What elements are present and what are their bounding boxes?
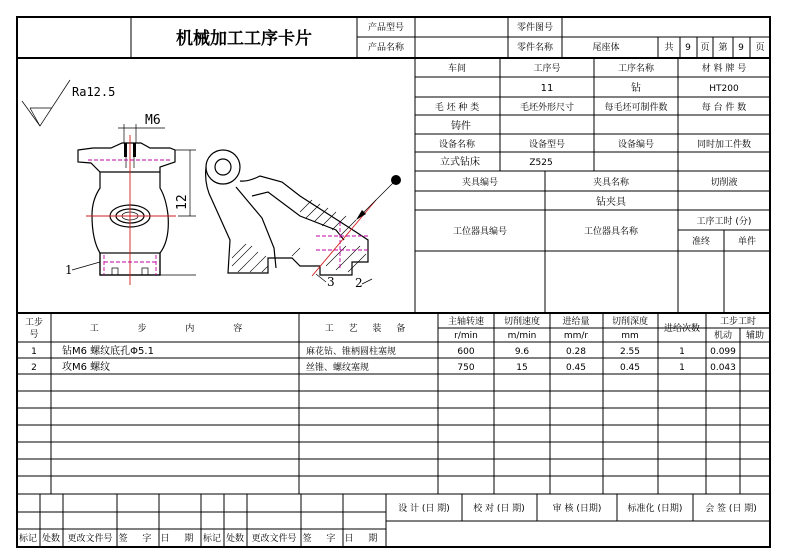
step-no-header-2: 号 [29, 330, 39, 340]
coolant-label: 切削液 [710, 178, 738, 188]
step-2-feed: 0.45 [565, 363, 587, 373]
op-no-label: 工序号 [533, 64, 561, 74]
depth-label: 12 [175, 194, 190, 210]
aux-time-header: 辅助 [745, 331, 765, 341]
blank-size-label: 毛坯外形尺寸 [519, 103, 575, 113]
product-model-label: 产品型号 [367, 23, 405, 33]
step-time-header: 工步工时 [719, 317, 757, 327]
blank-type-label: 毛 坯 种 类 [434, 103, 480, 113]
countersign-label: 会 签 (日 期) [705, 504, 757, 514]
unit-label: 单件 [737, 237, 757, 247]
fixture-no-label: 夹具编号 [461, 178, 499, 188]
thread-label: M6 [145, 113, 161, 128]
part-name-label: 零件名称 [516, 43, 554, 53]
material-label: 材 料 牌 号 [701, 64, 747, 74]
station-tool-no-label: 工位器具编号 [452, 227, 508, 237]
fixture-name-label: 夹具名称 [592, 178, 630, 188]
step-content-header: 工 步 内 容 [89, 324, 261, 334]
op-name-value: 钻 [631, 83, 641, 94]
step-1-speed: 600 [457, 347, 475, 357]
mark-label-2: 标记 [202, 534, 222, 544]
review-label: 审 核 (日期) [552, 504, 602, 514]
per-unit-label: 每 台 件 数 [701, 103, 747, 113]
table-row [31, 360, 736, 373]
standard-label: 标准化 (日期) [627, 504, 683, 514]
date-label-1: 日 期 [160, 534, 200, 544]
page-no: 9 [738, 43, 744, 53]
cut-depth-header: 切削深度 [611, 317, 649, 327]
check-label: 校 对 (日 期) [473, 504, 525, 514]
label-3: 3 [327, 275, 335, 289]
prep-label: 准终 [691, 237, 711, 247]
side-view [206, 150, 401, 290]
pages-unit-1: 页 [700, 43, 710, 53]
feed-unit: mm/r [563, 331, 589, 341]
step-2-content: 攻M6 螺纹 [62, 362, 111, 373]
step-2-speed: 750 [457, 363, 475, 373]
material-value: HT200 [709, 84, 739, 94]
part-name-value: 尾座体 [592, 43, 620, 53]
date-label-2: 日 期 [344, 534, 384, 544]
equipment-model-value: Z525 [529, 158, 553, 168]
sign-label-1: 签 字 [118, 534, 158, 544]
op-time-label: 工序工时 (分) [696, 217, 752, 227]
spindle-unit: r/min [454, 331, 478, 341]
front-view [65, 113, 196, 285]
op-no-value: 11 [540, 83, 554, 94]
total-pages: 9 [685, 43, 691, 53]
doc-label-2: 更改文件号 [251, 534, 297, 544]
table-row [31, 344, 736, 357]
step-2-passes: 1 [679, 363, 685, 373]
step-1-cut-speed: 9.6 [514, 347, 530, 357]
step-2-equipment: 丝锥、螺纹塞规 [306, 363, 370, 373]
step-1-equipment: 麻花钻、锥柄圆柱塞规 [306, 347, 397, 357]
equipment-name-value: 立式钻床 [440, 157, 480, 168]
equipment-model-label: 设备型号 [528, 140, 566, 150]
feed-header: 进给量 [562, 317, 590, 327]
step-1-machine: 0.099 [710, 347, 736, 357]
step-no-header: 工步 [24, 318, 44, 328]
total-label: 共 [664, 43, 674, 53]
pages-unit-2: 页 [755, 43, 765, 53]
count-label-2: 处数 [225, 534, 245, 544]
spindle-speed-header: 主轴转速 [447, 317, 485, 327]
equipment-name-label: 设备名称 [438, 140, 476, 150]
product-name-label: 产品名称 [367, 43, 405, 53]
cut-speed-header: 切削速度 [503, 317, 541, 327]
design-label: 设 计 (日 期) [398, 504, 450, 514]
step-2-machine: 0.043 [710, 363, 736, 373]
roughness-label: Ra12.5 [72, 85, 116, 99]
step-1-depth: 2.55 [619, 347, 641, 357]
step-2-no: 2 [31, 363, 37, 373]
card-title: 机械加工工序卡片 [176, 29, 312, 49]
workshop-label: 车间 [447, 64, 467, 74]
step-1-no: 1 [31, 347, 37, 357]
mark-label-1: 标记 [18, 534, 38, 544]
simultaneous-label: 同时加工件数 [696, 140, 752, 150]
doc-label-1: 更改文件号 [67, 534, 113, 544]
step-2-depth: 0.45 [619, 363, 641, 373]
step-1-content: 钻M6 螺纹底孔Φ5.1 [62, 346, 154, 357]
count-label-1: 处数 [41, 534, 61, 544]
label-1: 1 [65, 263, 73, 277]
part-drawing [22, 80, 401, 290]
blank-type-value: 铸件 [451, 121, 471, 132]
part-drawing-no-label: 零件图号 [516, 23, 554, 33]
page-label: 第 [718, 43, 728, 53]
equipment-no-label: 设备编号 [617, 140, 655, 150]
fixture-name-value: 钻夹具 [596, 197, 626, 208]
label-2: 2 [355, 276, 363, 290]
cut-speed-unit: m/min [507, 331, 537, 341]
step-equipment-header: 工 艺 装 备 [324, 324, 412, 334]
machine-time-header: 机动 [713, 331, 733, 341]
sign-label-2: 签 字 [302, 534, 342, 544]
cut-depth-unit: mm [621, 331, 639, 341]
step-1-feed: 0.28 [565, 347, 587, 357]
step-1-passes: 1 [679, 347, 685, 357]
station-tool-name-label: 工位器具名称 [583, 227, 639, 237]
roughness-symbol [22, 80, 115, 126]
step-2-cut-speed: 15 [516, 363, 528, 373]
passes-header: 进给次数 [663, 324, 701, 334]
parts-per-blank-label: 每毛坯可制件数 [604, 103, 668, 113]
op-name-label: 工序名称 [617, 64, 655, 74]
